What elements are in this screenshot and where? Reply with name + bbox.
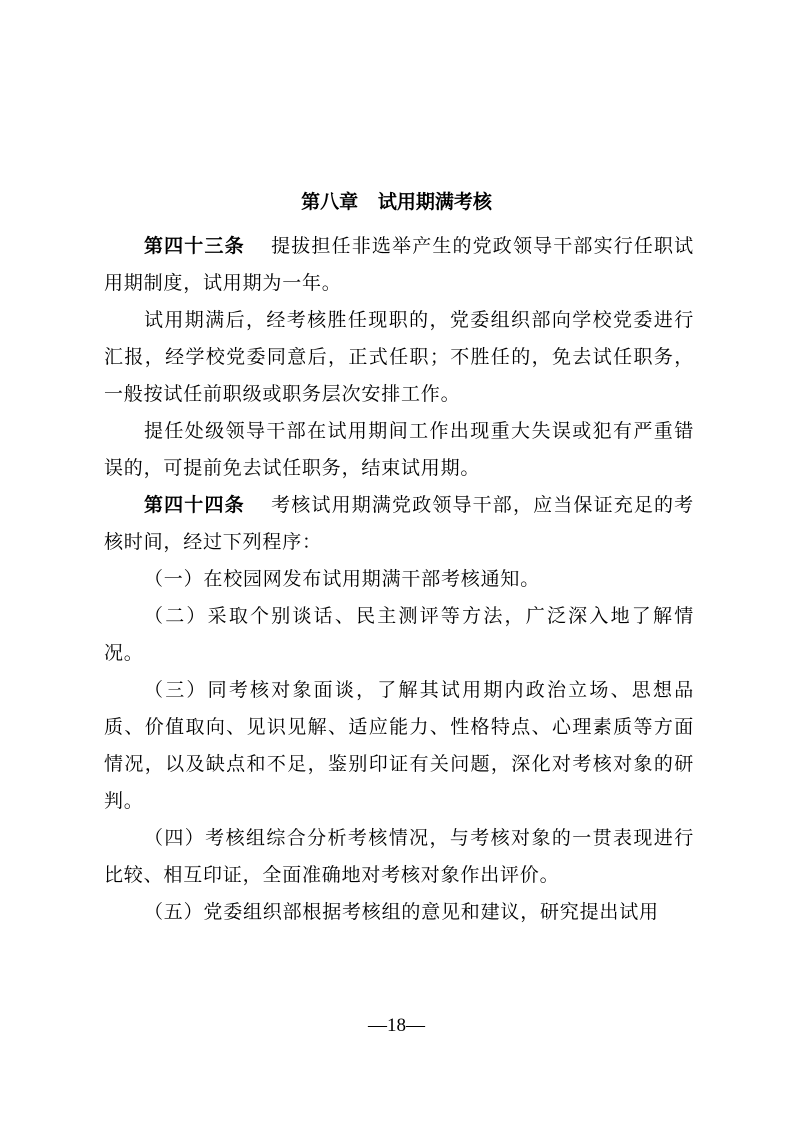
paragraph-text: 考核试用期满党政领导干部，应当保证充足的考核时间，经过下列程序： <box>104 494 694 553</box>
article-label: 第四十四条 <box>144 494 245 516</box>
paragraph-text: （五）党委组织部根据考核组的意见和建议，研究提出试用 <box>144 901 659 923</box>
list-item <box>104 561 694 598</box>
document-body <box>104 228 694 931</box>
article-label: 第四十三条 <box>144 235 245 257</box>
paragraph-text: （二）采取个别谈话、民主测评等方法，广泛深入地了解情况。 <box>104 605 694 664</box>
paragraph <box>104 413 694 487</box>
list-item <box>104 894 694 931</box>
paragraph-text: （一）在校园网发布试用期满干部考核通知。 <box>144 568 541 590</box>
list-item <box>104 820 694 894</box>
paragraph <box>104 302 694 413</box>
paragraph-text: 试用期满后，经考核胜任现职的，党委组织部向学校党委进行汇报，经学校党委同意后，正式任职；不胜任的，免去试任职务，一般按试任前职级或职务层次安排工作。 <box>104 309 694 405</box>
paragraph-text: 提任处级领导干部在试用期间工作出现重大失误或犯有严重错误的，可提前免去试任职务，结束试用期。 <box>104 420 694 479</box>
paragraph-text: （三）同考核对象面谈，了解其试用期内政治立场、思想品质、价值取向、见识见解、适应能力、性格特点、心理素质等方面情况，以及缺点和不足，鉴别印证有关问题，深化对考核对象的研判。 <box>104 679 694 812</box>
paragraph-text: 提拔担任非选举产生的党政领导干部实行任职试用期制度，试用期为一年。 <box>104 235 694 294</box>
chapter-title: 第八章 试用期满考核 <box>301 191 492 213</box>
page-number: —18— <box>368 1015 425 1036</box>
article-44-paragraph <box>104 487 694 561</box>
paragraph-text: （四）考核组综合分析考核情况，与考核对象的一贯表现进行比较、相互印证，全面准确地对考核对象作出评价。 <box>104 827 694 886</box>
article-43-paragraph <box>104 228 694 302</box>
list-item <box>104 672 694 820</box>
list-item <box>104 598 694 672</box>
